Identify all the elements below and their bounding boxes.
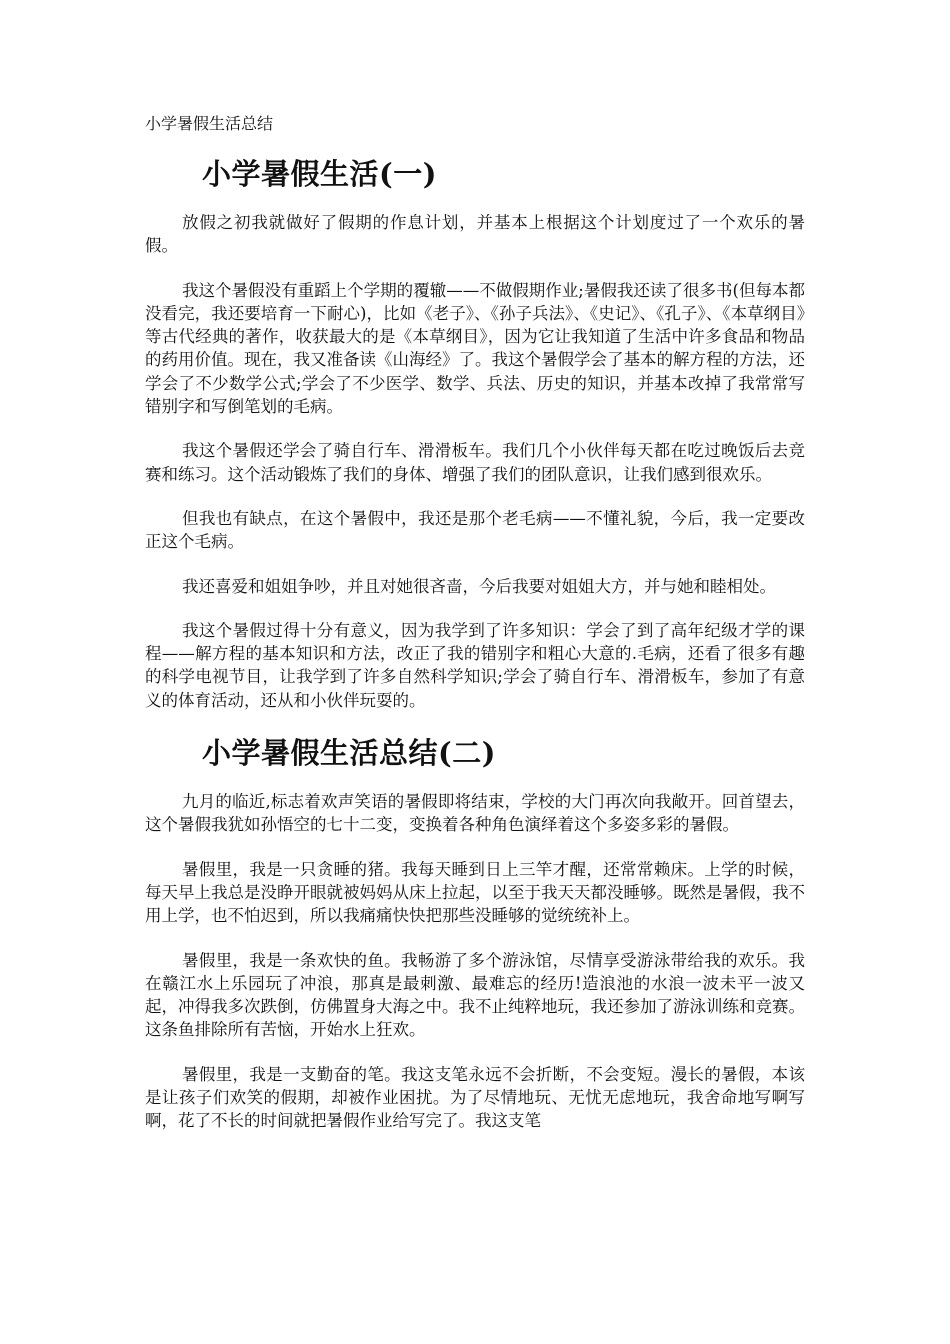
section-1-paragraph: 我这个暑假过得十分有意义，因为我学到了许多知识：学会了到了高年纪级才学的课程——解方程的基本知识和方法，改正了我的错别字和粗心大意的.毛病，还看了很多有趣的科学电视节目，让我学到了许多自然科学知识;学会了骑自行车、滑滑板车，参加了有意义的体育活动，还从和小伙伴玩耍的。: [145, 620, 805, 710]
section-2-heading: 小学暑假生活总结(二): [202, 736, 496, 771]
section-2: [145, 733, 805, 1133]
section-2-paragraph: 暑假里，我是一条欢快的鱼。我畅游了多个游泳馆，尽情享受游泳带给我的欢乐。我在赣江水上乐园玩了冲浪，那真是最刺激、最难忘的经历!造浪池的水浪一波未平一波又起，冲得我多次跌倒，仿佛置身大海之中。我不止纯粹地玩，我还参加了游泳训练和竞赛。这条鱼排除所有苦恼，开始水上狂欢。: [145, 950, 805, 1040]
section-2-paragraph: 暑假里，我是一只贪睡的猪。我每天睡到日上三竿才醒，还常常赖床。上学的时候，每天早上我总是没睁开眼就被妈妈从床上拉起，以至于我天天都没睡够。既然是暑假，我不用上学，也不怕迟到，所以我痛痛快快把那些没睡够的觉统统补上。: [145, 859, 805, 926]
section-1-paragraph: 我这个暑假还学会了骑自行车、滑滑板车。我们几个小伙伴每天都在吃过晚饭后去竞赛和练习。这个活动锻炼了我们的身体、增强了我们的团队意识，让我们感到很欢乐。: [145, 441, 805, 484]
section-1-paragraph: 我还喜爱和姐姐争吵，并且对她很吝啬，今后我要对姐姐大方，并与她和睦相处。: [182, 576, 776, 596]
document-title: 小学暑假生活总结: [145, 114, 274, 133]
section-1-paragraph: 放假之初我就做好了假期的作息计划，并基本上根据这个计划度过了一个欢乐的暑假。: [145, 213, 805, 256]
section-1: [145, 154, 805, 712]
section-2-paragraph: 暑假里，我是一支勤奋的笔。我这支笔永远不会折断，不会变短。漫长的暑假，本该是让孩子们欢笑的假期，却被作业困扰。为了尽情地玩、无忧无虑地玩，我舍命地写啊写啊，花了不长的时间就把暑假作业给写完了。我这支笔: [145, 1064, 805, 1131]
section-1-paragraph: 我这个暑假没有重蹈上个学期的覆辙——不做假期作业;暑假我还读了很多书(但每本都没看完，我还要培育一下耐心)，比如《老子》、《孙子兵法》、《史记》、《孔子》、《本草纲目》等古代经典的著作，收获最大的是《本草纲目》，因为它让我知道了生活中许多食品和物品的药用价值。现在，我又准备读《山海经》了。我这个暑假学会了基本的解方程的方法，还学会了不少数学公式;学会了不少医学、数学、兵法、历史的知识，并基本改掉了我常常写错别字和写倒笔划的毛病。: [145, 280, 805, 417]
section-1-paragraph: 但我也有缺点，在这个暑假中，我还是那个老毛病——不懂礼貌，今后，我一定要改正这个毛病。: [145, 508, 805, 552]
section-1-heading: 小学暑假生活(一): [202, 157, 437, 191]
section-2-paragraph: 九月的临近,标志着欢声笑语的暑假即将结束，学校的大门再次向我敞开。回首望去，这个暑假我犹如孙悟空的七十二变，变换着各种角色演绎着这个多姿多彩的暑假。: [145, 792, 805, 835]
document-page: [145, 112, 805, 1154]
